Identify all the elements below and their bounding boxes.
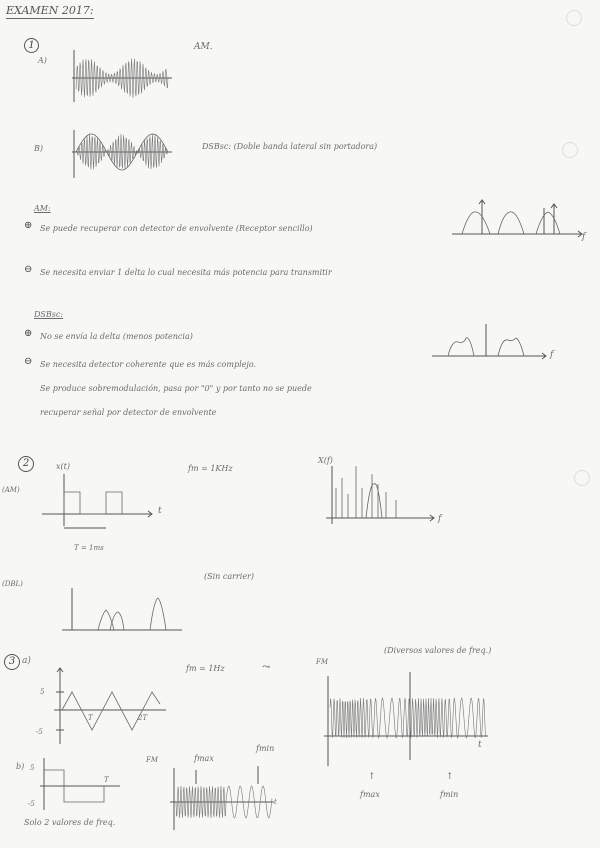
amp-neg-label: -5	[36, 728, 43, 736]
question-3-number: 3	[4, 654, 20, 670]
am-signal-plot	[68, 48, 178, 106]
t-axis-label: t	[158, 506, 162, 516]
tick-2T-label: 2T	[138, 714, 148, 722]
b-amp-neg-label: -5	[28, 800, 35, 808]
am-disadvantage: Se necesita enviar 1 delta lo cual necesita más potencia para transmitir	[40, 268, 332, 277]
square-wave-plot	[40, 756, 122, 814]
fmin-b-label: fmin	[256, 744, 275, 753]
b-T-label: T	[104, 776, 109, 784]
dsbsc-advantage: No se envía la delta (menos potencia)	[40, 332, 193, 341]
q2-dbl-label: (DBL)	[2, 580, 23, 588]
minus-icon: ⊖	[24, 356, 33, 367]
f-axis-label: f	[438, 514, 442, 524]
dbl-spectrum-plot	[58, 584, 188, 636]
minus-icon: ⊖	[24, 264, 33, 275]
t-axis-label: t	[478, 740, 482, 750]
fm-signal-plot	[320, 670, 496, 770]
xf-label: X(f)	[318, 456, 333, 465]
dsbsc-heading: DSBsc:	[34, 310, 64, 319]
am-heading: AM:	[34, 204, 51, 213]
am-spectrum-plot-q2	[322, 462, 446, 528]
fm-binary-signal-plot	[166, 764, 278, 834]
dsbsc-signal-plot	[68, 128, 178, 180]
plus-icon: ⊕	[24, 328, 33, 339]
up-arrow-icon: ↑	[446, 772, 454, 782]
t-axis-label: t	[274, 798, 277, 806]
question-2-number: 2	[18, 456, 34, 472]
question-1-number: 1	[24, 38, 39, 53]
b-amp-pos-label: 5	[30, 764, 35, 772]
bleed-through-mark	[562, 142, 578, 158]
bleed-through-mark	[566, 10, 582, 26]
fmax-b-label: fmax	[194, 754, 214, 763]
square-pulse-plot	[40, 470, 170, 530]
b-note: Solo 2 valores de freq.	[24, 818, 116, 827]
q1-dsbsc-text: DSBsc: (Doble banda lateral sin portadora)	[202, 142, 378, 151]
period-label: T = 1ms	[74, 544, 104, 552]
dsbsc-disadvantage-2: Se produce sobremodulación, pasa por "0" y por tanto no se puede	[40, 384, 312, 393]
dsbsc-disadvantage-1: Se necesita detector coherente que es más complejo.	[40, 360, 257, 369]
q2-am-label: (AM)	[2, 486, 20, 494]
up-arrow-icon: ↑	[368, 772, 376, 782]
arrow-right-icon: ⤳	[262, 662, 271, 673]
tick-T-label: T	[88, 714, 93, 722]
fm-label-b: FM	[146, 756, 159, 764]
dbl-note: (Sin carrier)	[204, 572, 254, 581]
q3-note: (Diversos valores de freq.)	[384, 646, 492, 655]
xt-label: x(t)	[56, 462, 70, 471]
q1-part-a-label: A)	[38, 56, 47, 65]
amp-pos-label: 5	[40, 688, 45, 696]
bleed-through-mark	[574, 470, 590, 486]
f-axis-label: f	[582, 232, 586, 242]
q3-part-a-label: a)	[22, 656, 31, 666]
fmin-label: fmin	[440, 790, 459, 799]
dsbsc-spectrum-plot	[428, 318, 558, 364]
f-axis-label: f	[550, 350, 554, 360]
plus-icon: ⊕	[24, 220, 33, 231]
q1-part-b-label: B)	[34, 144, 43, 153]
q3-part-b-label: b)	[16, 762, 25, 771]
fmax-label: fmax	[360, 790, 380, 799]
q3-fm-value: fm = 1Hz	[186, 664, 225, 673]
fm-label: FM	[316, 658, 329, 666]
exam-title: EXAMEN 2017:	[6, 4, 94, 17]
am-spectrum-plot	[448, 194, 590, 244]
q2-fm-value: fm = 1KHz	[188, 464, 233, 473]
dsbsc-disadvantage-3: recuperar señal por detector de envolvente	[40, 408, 217, 417]
q1-am-text: AM.	[194, 42, 213, 52]
triangle-wave-plot	[54, 664, 174, 748]
am-advantage: Se puede recuperar con detector de envolvente (Receptor sencillo)	[40, 224, 313, 233]
